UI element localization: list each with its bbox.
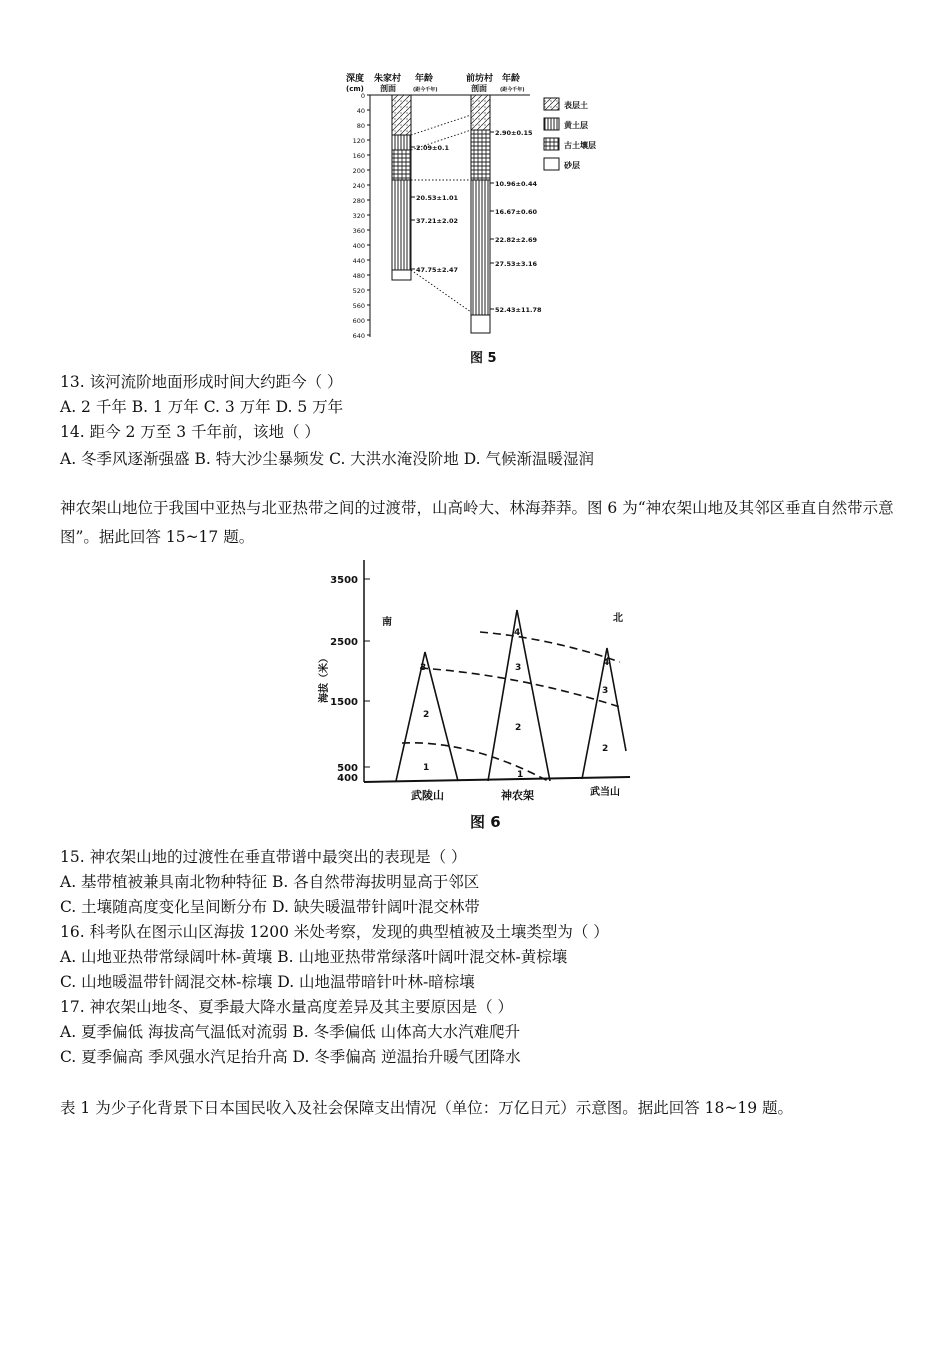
fig6-caption: 图 6	[470, 813, 501, 831]
col1-age-unit: (距今千年)	[413, 87, 438, 93]
zone-3-snj: 3	[515, 663, 522, 673]
col2-sub: 剖面	[471, 84, 487, 93]
col1-age-2: 20.53±1.01	[416, 194, 459, 202]
tick-640: 640	[352, 332, 365, 340]
col2-age-2: 10.96±0.44	[495, 180, 538, 188]
tick-400: 400	[352, 242, 365, 250]
tick-520: 520	[352, 287, 365, 295]
column-zhujiacun	[392, 95, 411, 280]
zone-4-wudang: 4	[603, 658, 610, 668]
depth-label: 深度	[346, 74, 365, 84]
q15-option-cd: C. 土壤随高度变化呈间断分布 D. 缺失暖温带针阔叶混交林带	[60, 898, 480, 916]
depth-ticks	[353, 92, 370, 340]
tick-360: 360	[352, 227, 365, 235]
q13-options: A. 2 千年 B. 1 万年 C. 3 万年 D. 5 万年	[60, 398, 344, 416]
tick-560: 560	[352, 302, 365, 310]
boundary-high	[480, 632, 620, 662]
q14-options: A. 冬季风逐渐强盛 B. 特大沙尘暴频发 C. 大洪水淹没阶地 D. 气候渐温暖湿润	[60, 450, 594, 468]
tick-0: 0	[360, 92, 365, 100]
label-south: 南	[382, 617, 392, 628]
ytick-1500: 1500	[330, 697, 358, 708]
tick-440: 440	[352, 257, 365, 265]
zone-3-wudang: 3	[602, 686, 609, 696]
tick-600: 600	[352, 317, 365, 325]
zone-2-snj: 2	[515, 723, 522, 733]
zone-2-wudang: 2	[602, 744, 609, 754]
tick-80: 80	[356, 122, 365, 130]
figure-5	[340, 60, 630, 370]
col2-age-5: 27.53±3.16	[495, 260, 538, 268]
fig5-legend	[544, 98, 596, 170]
col2-age-6: 52.43±11.78	[495, 306, 542, 314]
q16-stem: 16. 科考队在图示山区海拔 1200 米处考察，发现的典型植被及土壤类型为（ ）	[60, 923, 609, 941]
legend-loess: 黄土层	[564, 121, 588, 130]
col1-sub: 剖面	[380, 84, 396, 93]
col1-title: 朱家村	[374, 74, 402, 84]
col2-ages	[490, 129, 542, 314]
legend-topsoil: 表层土	[564, 101, 588, 110]
col2-age-1: 2.90±0.15	[495, 129, 533, 137]
q17-option-cd: C. 夏季偏高 季风强水汽足抬升高 D. 冬季偏高 逆温抬升暖气团降水	[60, 1048, 521, 1066]
column-qianfangcun	[471, 95, 490, 333]
q16-option-cd: C. 山地暖温带针阔混交林-棕壤 D. 山地温带暗针叶林-暗棕壤	[60, 973, 475, 991]
fig5-caption: 图 5	[470, 351, 497, 366]
ytick-400: 400	[337, 773, 358, 784]
col2-title: 前坊村	[466, 74, 494, 84]
q15-option-ab: A. 基带植被兼具南北物种特征 B. 各自然带海拔明显高于邻区	[60, 873, 480, 891]
name-shennongjia: 神农架	[501, 789, 534, 802]
ytick-3500: 3500	[330, 575, 358, 586]
col1-ages	[411, 144, 459, 274]
ytick-500: 500	[337, 763, 358, 774]
col2-age-unit: (距今千年)	[500, 87, 525, 93]
tick-120: 120	[352, 137, 365, 145]
zone-3-wuling: 3	[420, 663, 427, 673]
tick-480: 480	[352, 272, 365, 280]
label-north: 北	[613, 613, 623, 624]
col1-age-3: 37.21±2.02	[416, 217, 459, 225]
tick-200: 200	[352, 167, 365, 175]
zone-4-snj: 4	[514, 628, 521, 638]
tick-40: 40	[356, 107, 365, 115]
q15-stem: 15. 神农架山地的过渡性在垂直带谱中最突出的表现是（ ）	[60, 848, 467, 866]
q16-option-ab: A. 山地亚热带常绿阔叶林-黄壤 B. 山地亚热带常绿落叶阔叶混交林-黄棕壤	[60, 948, 568, 966]
col2-age-label: 年龄	[502, 74, 521, 84]
col1-age-1: 2.09±0.1	[416, 144, 449, 152]
depth-unit: (cm)	[346, 85, 364, 93]
ytick-2500: 2500	[330, 637, 358, 648]
zone-1-snj: 1	[517, 770, 524, 780]
q17-option-ab: A. 夏季偏低 海拔高气温低对流弱 B. 冬季偏低 山体高大水汽难爬升	[60, 1023, 521, 1041]
boundary-mid	[420, 668, 620, 707]
q14-stem: 14. 距今 2 万至 3 千年前，该地（ ）	[60, 423, 320, 441]
name-wudangshan: 武当山	[590, 787, 620, 798]
tick-280: 280	[352, 197, 365, 205]
intro-15-17: 神农架山地位于我国中亚热与北亚热带之间的过渡带，山高岭大、林海莽莽。图 6 为“神农架山地及其邻区垂直自然带示意图”。据此回答 15~17 题。	[60, 499, 894, 546]
zone-2-wuling: 2	[423, 710, 430, 720]
col2-age-4: 22.82±2.69	[495, 236, 538, 244]
figure-6	[310, 555, 640, 835]
tick-240: 240	[352, 182, 365, 190]
tick-160: 160	[352, 152, 365, 160]
intro-18-19: 表 1 为少子化背景下日本国民收入及社会保障支出情况（单位：万亿日元）示意图。据此回答 18~19 题。	[60, 1099, 794, 1117]
q13-stem: 13. 该河流阶地面形成时间大约距今（ ）	[60, 373, 343, 391]
q17-stem: 17. 神农架山地冬、夏季最大降水量高度差异及其主要原因是（ ）	[60, 998, 514, 1016]
legend-paleosol: 古土壤层	[564, 141, 596, 150]
tick-320: 320	[352, 212, 365, 220]
col2-age-3: 16.67±0.60	[495, 208, 538, 216]
zone-1-wuling: 1	[423, 763, 430, 773]
name-wulingshan: 武陵山	[411, 789, 444, 802]
col1-age-label: 年龄	[415, 74, 434, 84]
legend-sand: 砂层	[564, 161, 580, 170]
yaxis-label: 海拔（米）	[319, 653, 330, 703]
col1-age-4: 47.75±2.47	[416, 266, 459, 274]
boundary-low	[402, 743, 548, 781]
